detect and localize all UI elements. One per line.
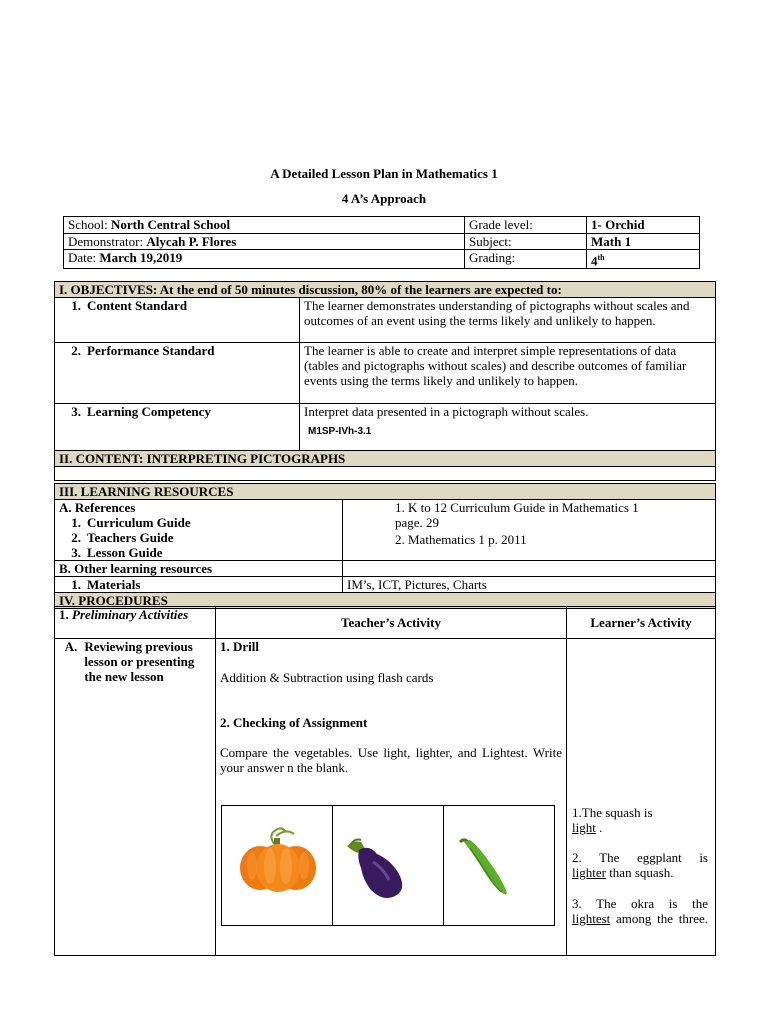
learning-competency-text-value: Interpret data presented in a pictograph without scales. <box>304 404 589 419</box>
grading-value: 4 <box>591 253 598 269</box>
check-title: 2. Checking of Assignment <box>220 715 368 730</box>
references-desc <box>343 500 716 561</box>
resources-header: III. LEARNING RESOURCES <box>55 484 716 500</box>
content-standard-num: 1. <box>71 298 81 313</box>
date-value: March 19,2019 <box>99 250 183 265</box>
info-table <box>63 216 700 269</box>
materials-desc: IM’s, ICT, Pictures, Charts <box>343 577 716 593</box>
demo-value: Alycah P. Flores <box>146 234 237 249</box>
learning-competency-label <box>55 404 300 451</box>
date-cell <box>64 250 465 269</box>
drill-title: 1. Drill <box>220 639 259 654</box>
okra-icon <box>444 806 554 925</box>
answer-3-pre: 3. The okra is the <box>572 896 708 911</box>
reference-text-1b: page. 29 <box>395 515 440 530</box>
reference-text-2: 2. Mathematics 1 p. 2011 <box>395 532 527 547</box>
learner-activity-header: Learner’s Activity <box>567 607 716 639</box>
answer-3-line2 <box>572 911 708 926</box>
school-cell <box>64 217 465 234</box>
pumpkin-icon <box>222 806 332 925</box>
performance-standard-desc: The learner is able to create and interpret simple representations of data (tables and pictographs without scales) and describe outcomes of familiar events using the terms likely and unlikely to happen. <box>300 343 716 404</box>
prelim-num: 1. <box>59 607 69 622</box>
drill-text: Addition & Subtraction using flash cards <box>220 670 434 685</box>
references-cell <box>55 500 343 561</box>
answer-3 <box>572 896 708 926</box>
demo-cell <box>64 234 465 250</box>
reference-item: 3. Lesson Guide <box>71 545 163 560</box>
answer-1-word: light <box>572 820 596 835</box>
other-resources-blank <box>343 561 716 577</box>
answer-3-word: lightest <box>572 911 611 926</box>
grade-value: 1- Orchid <box>587 217 700 234</box>
content-standard-desc: The learner demonstrates understanding of pictographs without scales and outcomes of an event using the terms likely and unlikely to happen. <box>300 298 716 343</box>
performance-standard-num: 2. <box>71 343 81 358</box>
grading-cell <box>587 250 700 269</box>
prelim-label: Preliminary Activities <box>72 607 189 622</box>
competency-code: M1SP-IVh-3.1 <box>308 426 372 437</box>
reference-text-1: 1. K to 12 Curriculum Guide in Mathematics 1 <box>395 500 639 515</box>
objectives-header: I. OBJECTIVES: At the end of 50 minutes discussion, 80% of the learners are expected to: <box>55 282 716 298</box>
school-label: School: <box>68 217 108 232</box>
objectives-table <box>54 281 716 481</box>
answer-2-pre: 2. The eggplant is <box>572 850 708 865</box>
materials-num: 1. <box>71 577 81 592</box>
resources-table <box>54 483 716 609</box>
content-standard-label <box>55 298 300 343</box>
eggplant-icon <box>333 806 443 925</box>
check-text: Compare the vegetables. Use light, lighter, and Lightest. Write your answer n the blank. <box>220 745 562 775</box>
learning-competency-desc <box>300 404 716 451</box>
references-label: A. References <box>59 500 136 515</box>
teacher-activity-header: Teacher’s Activity <box>216 607 567 639</box>
answer-2-word: lighter <box>572 865 606 880</box>
subject-value: Math 1 <box>587 234 700 250</box>
performance-standard-text: Performance Standard <box>87 343 215 358</box>
eggplant-picture-cell <box>332 805 444 926</box>
answer-3-post: among the three. <box>616 911 709 926</box>
materials-label-cell <box>55 577 343 593</box>
grading-label: Grading: <box>465 250 587 269</box>
step-a-cell <box>55 639 216 956</box>
okra-picture-cell <box>443 805 555 926</box>
answer-1-pre: 1.The squash is <box>572 805 653 820</box>
reference-item: 2. Teachers Guide <box>71 530 174 545</box>
document-title: A Detailed Lesson Plan in Mathematics 1 <box>270 166 498 181</box>
other-resources-label: B. Other learning resources <box>55 561 343 577</box>
materials-label: Materials <box>87 577 141 592</box>
step-a <box>59 639 211 684</box>
reference-item: 1. Curriculum Guide <box>71 515 191 530</box>
content-blank-row <box>55 467 716 481</box>
prelim-cell <box>55 607 216 639</box>
content-standard-text: Content Standard <box>87 298 188 313</box>
answer-1 <box>572 805 708 835</box>
date-label: Date: <box>68 250 97 265</box>
performance-standard-label <box>55 343 300 404</box>
learning-competency-num: 3. <box>71 404 81 419</box>
grading-sup: th <box>597 253 605 262</box>
school-value: North Central School <box>110 217 231 232</box>
answer-2 <box>572 850 708 880</box>
step-a-text: Reviewing previous lesson or presenting the new lesson <box>84 639 195 684</box>
answer-2-post: than squash. <box>609 865 674 880</box>
content-header: II. CONTENT: INTERPRETING PICTOGRAPHS <box>55 451 716 467</box>
step-a-letter: A. <box>64 639 78 654</box>
document-subtitle: 4 A’s Approach <box>341 191 427 206</box>
procedures-header: IV. PROCEDURES <box>55 593 716 609</box>
pumpkin-picture-cell <box>221 805 333 926</box>
demo-label: Demonstrator: <box>68 234 144 249</box>
learning-competency-text: Learning Competency <box>87 404 211 419</box>
subject-label: Subject: <box>465 234 587 250</box>
answer-1-post: . <box>599 820 603 835</box>
grade-label: Grade level: <box>465 217 587 234</box>
